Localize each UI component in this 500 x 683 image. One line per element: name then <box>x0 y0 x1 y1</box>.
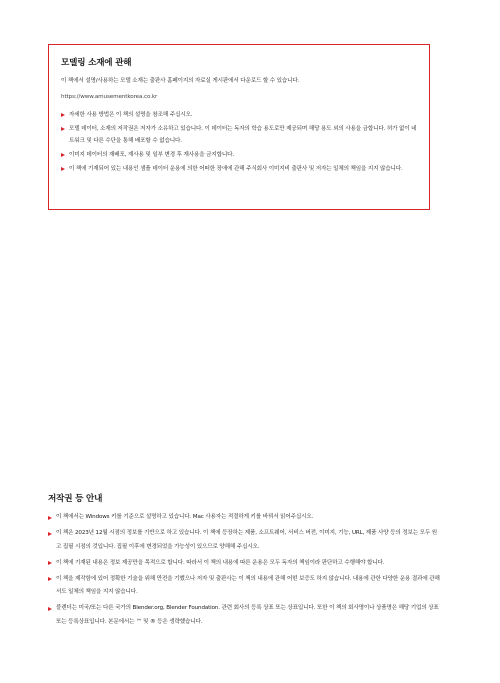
list-item: 이 책에 기재되어 있는 내용인 샘플 데이터 운용에 의한 어떠한 장애에 관해 주식회사 이미지비 출판사 및 저자는 일체의 책임을 지지 않습니다. <box>61 163 419 175</box>
list-item: 이 책에서는 Windows 키를 기준으로 설명하고 있습니다. Mac 사용자는 적절하게 키를 바꿔서 읽어주십시오. <box>48 511 440 525</box>
model-material-notice-box <box>48 44 430 210</box>
list-item: 모델 데이터, 소재의 저작권은 저자가 소유하고 있습니다. 이 데이터는 독자의 학습 용도로만 제공되며 해당 용도 외의 사용을 금합니다. 허가 없이 네트워크 및 다른 수단을 통해 배포할 수 없습니다. <box>61 123 419 147</box>
bullet-triangle-icon <box>61 127 65 131</box>
copyright-list <box>48 511 440 629</box>
list-item: 이 책은 2023년 12월 시점의 정보를 기반으로 하고 있습니다. 이 책에 등장하는 제품, 소프트웨어, 서비스 버전, 이미지, 기능, URL, 제품 사양 등의 정보는 모두 원고 집필 시점의 것입니다. 집필 이후에 변경되었을 가능성이 있으므로 양해해 주십시오. <box>48 527 440 554</box>
bullet-triangle-icon <box>48 577 52 581</box>
model-material-title: 모델링 소재에 관해 <box>61 58 132 68</box>
copyright-title: 저작권 등 안내 <box>48 494 103 504</box>
bullet-triangle-icon <box>48 607 52 611</box>
bullet-triangle-icon <box>48 532 52 536</box>
list-item: 이미지 데이터의 재배포, 재사용 및 일부 변경 후 재사용을 금지합니다. <box>61 149 419 161</box>
list-item: 이 책에 기재된 내용은 정보 제공만을 목적으로 합니다. 따라서 이 책의 내용에 따른 운용은 모두 독자의 책임이라 판단하고 수행해야 합니다. <box>48 557 440 571</box>
copyright-notice-section <box>48 492 440 632</box>
bullet-triangle-icon <box>61 167 65 171</box>
list-item: 이 책을 제작함에 있어 정확한 기술을 위해 만전을 기했으나 저자 및 출판사는 이 책의 내용에 관해 어떤 보증도 하지 않습니다. 내용에 관한 다양한 운용 결과에 관해서도 일체의 책임을 지지 않습니다. <box>48 573 440 600</box>
bullet-triangle-icon <box>48 561 52 565</box>
bullet-triangle-icon <box>48 516 52 520</box>
model-material-list <box>61 109 419 175</box>
list-item: 블렌더는 미국/또는 다른 국가의 Blender.org, Blender Foundation. 관련 회사의 등록 상표 또는 상표입니다. 또한 이 책의 회사명이나 상품명은 해당 기업의 상표 또는 등록상표입니다. 본문에서는 ™ 및 ® 등은 생략했습니다. <box>48 602 440 629</box>
bullet-triangle-icon <box>61 153 65 157</box>
bullet-triangle-icon <box>61 113 65 117</box>
model-material-intro: 이 책에서 설명/사용하는 모델 소재는 출판사 홈페이지의 자료실 게시판에서 다운로드 할 수 있습니다. <box>61 78 300 84</box>
download-url-link[interactable]: https://www.amusementkorea.co.kr <box>61 94 158 100</box>
list-item: 자세한 사용 방법은 이 책의 설명을 참조해 주십시오. <box>61 109 419 121</box>
